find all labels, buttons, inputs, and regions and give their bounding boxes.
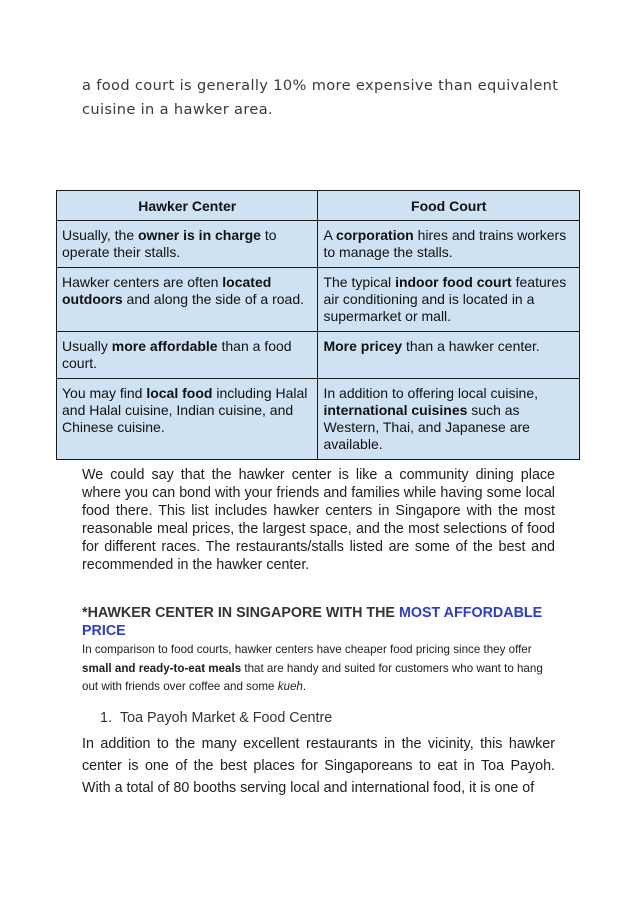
small-text-paragraph: In comparison to food courts, hawker centers have cheaper food pricing since they offer small and ready-to-eat meals that are handy and suited for customers who want to hang out with friends over coffee and some kueh. — [82, 643, 543, 693]
table-cell: You may find local food including Halal and Halal cuisine, Indian cuisine, and Chinese cuisine. — [57, 379, 318, 460]
table-cell: In addition to offering local cuisine, international cuisines such as Western, Thai, and Japanese are available. — [318, 379, 580, 460]
table-row — [57, 332, 580, 379]
header-food-court: Food Court — [318, 191, 580, 221]
list-number: 1. — [100, 710, 112, 726]
table-row — [57, 268, 580, 332]
table-cell: Usually, the owner is in charge to operate their stalls. — [57, 221, 318, 268]
intro-text — [82, 74, 562, 122]
body-paragraph-toa-payoh: In addition to the many excellent restaurants in the vicinity, this hawker center is one of the best places for Singaporeans to eat in Toa Payoh. With a total of 80 booths serving local and international food, it is one of — [82, 736, 555, 796]
list-item — [100, 709, 332, 727]
comparison-table — [56, 190, 580, 460]
table-cell: A corporation hires and trains workers to manage the stalls. — [318, 221, 580, 268]
body-paragraph-community: We could say that the hawker center is like a community dining place where you can bond with your friends and families while having some local food there. This list includes hawker centers in Singapore with the most reasonable meal prices, the largest space, and the most selections of food for different races. The restaurants/stalls listed are some of the best and recommended in the hawker center. — [82, 467, 555, 573]
table-cell: More pricey than a hawker center. — [318, 332, 580, 379]
heading-prefix: *HAWKER CENTER IN SINGAPORE WITH THE — [82, 605, 399, 621]
table-cell: Hawker centers are often located outdoors and along the side of a road. — [57, 268, 318, 332]
header-hawker-center: Hawker Center — [57, 191, 318, 221]
table-cell: The typical indoor food court features air conditioning and is located in a supermarket or mall. — [318, 268, 580, 332]
table-header-row — [57, 191, 580, 221]
intro-line-1: a food court is generally 10% more expensive than equivalent — [82, 77, 559, 94]
list-item-text: Toa Payoh Market & Food Centre — [120, 710, 333, 726]
section-heading — [82, 604, 562, 640]
table-row — [57, 379, 580, 460]
heading-highlight: MOST AFFORDABLE PRICE — [82, 605, 543, 639]
table-row — [57, 221, 580, 268]
intro-line-2: cuisine in a hawker area. — [82, 101, 273, 118]
table-cell: Usually more affordable than a food court. — [57, 332, 318, 379]
